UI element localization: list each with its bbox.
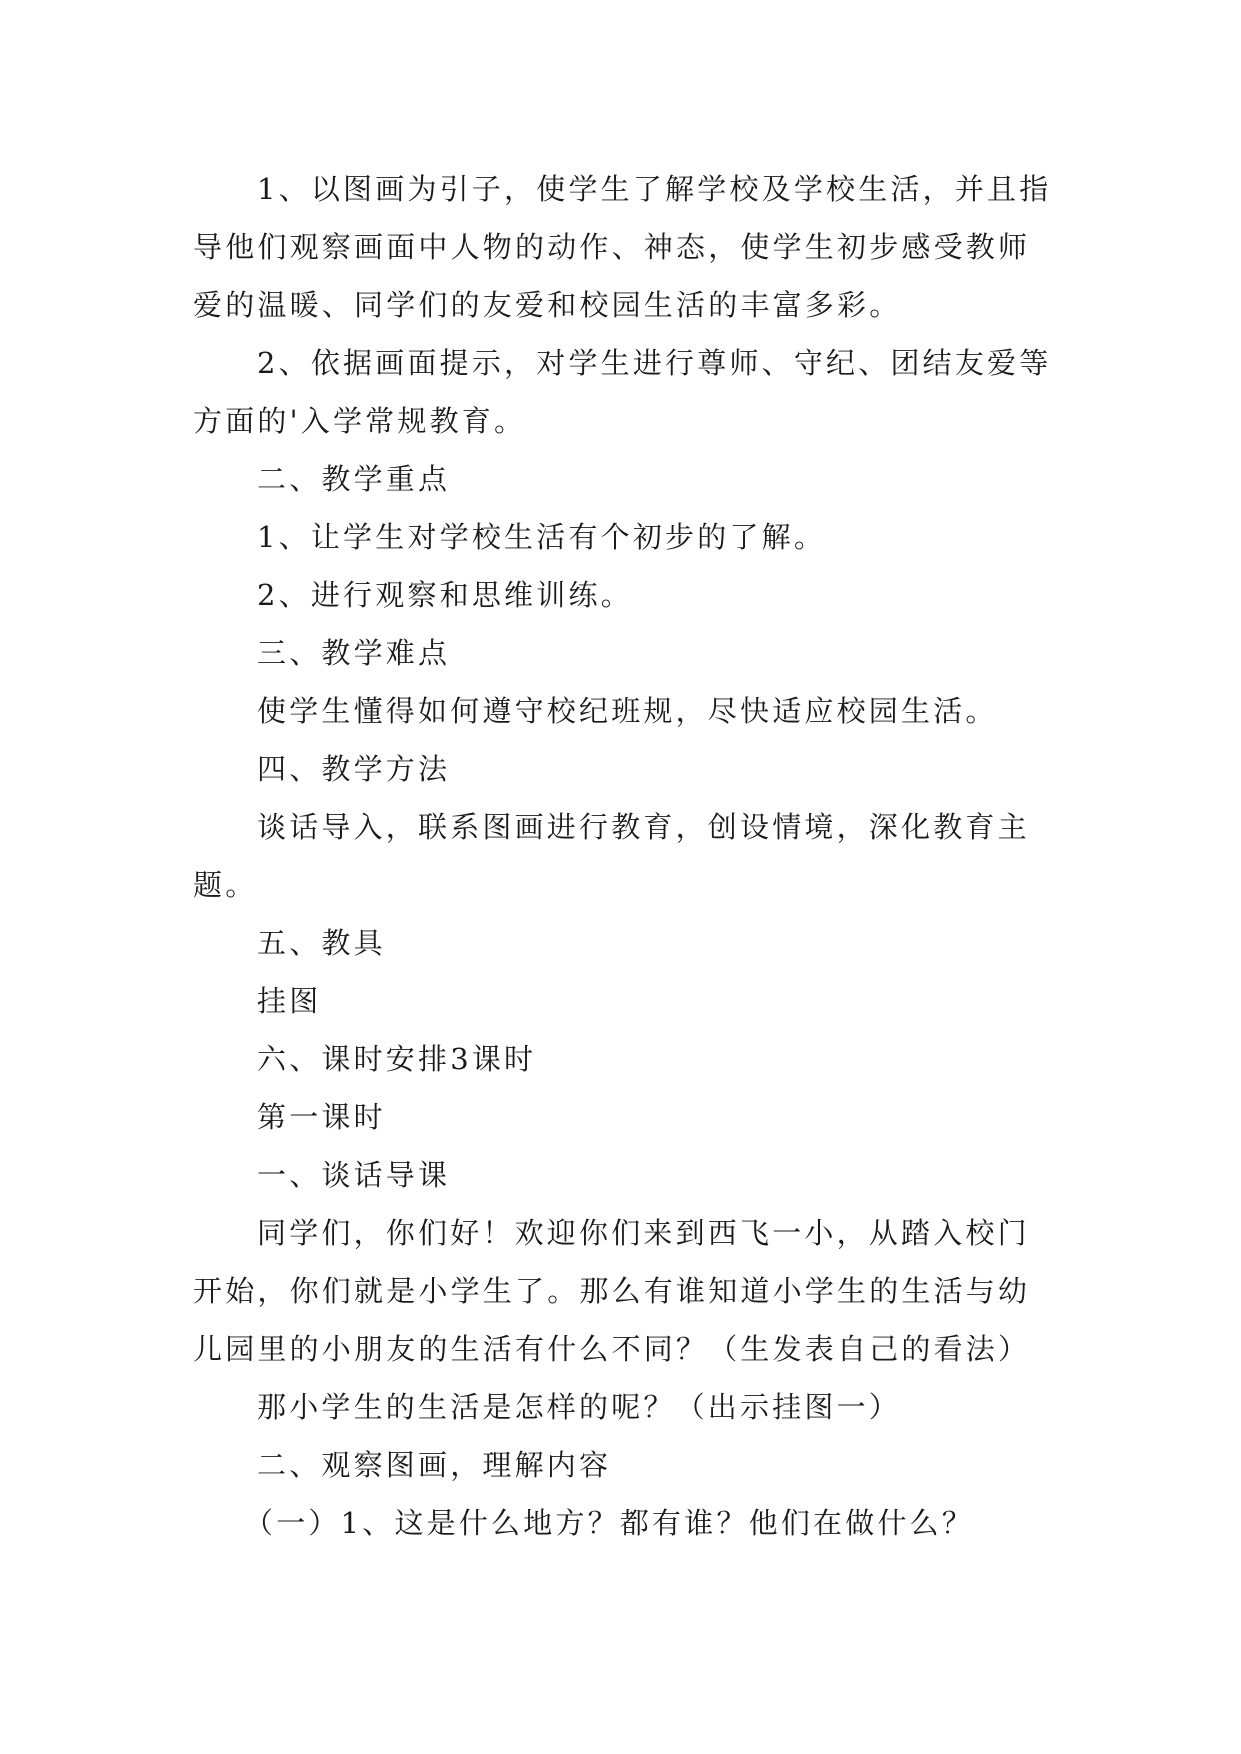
heading-teaching-difficulty: 三、教学难点 <box>257 636 451 670</box>
heading-schedule: 六、课时安排3课时 <box>257 1042 537 1076</box>
paragraph-focus-1: 1、让学生对学校生活有个初步的了解。 <box>257 520 827 554</box>
heading-first-lesson: 第一课时 <box>257 1100 386 1134</box>
document-body <box>193 160 1053 1552</box>
paragraph-objective-1: 1、以图画为引子，使学生了解学校及学校生活，并且指导他们观察画面中人物的动作、神态，使学生初步感受教师爱的温暖、同学们的友爱和校园生活的丰富多彩。 <box>193 172 1052 322</box>
paragraph-focus-2: 2、进行观察和思维训练。 <box>257 578 633 612</box>
paragraph-talk-intro: 同学们，你们好！欢迎你们来到西飞一小，从踏入校门开始，你们就是小学生了。那么有谁知道小学生的生活与幼儿园里的小朋友的生活有什么不同？（生发表自己的看法） <box>193 1216 1031 1366</box>
paragraph-difficulty: 使学生懂得如何遵守校纪班规，尽快适应校园生活。 <box>257 694 998 728</box>
heading-talk-intro: 一、谈话导课 <box>257 1158 451 1192</box>
heading-teaching-method: 四、教学方法 <box>257 752 451 786</box>
paragraph-question-1: （一）1、这是什么地方？都有谁？他们在做什么？ <box>244 1506 975 1540</box>
paragraph-aids: 挂图 <box>257 984 322 1018</box>
heading-observe-picture: 二、观察图画，理解内容 <box>257 1448 612 1482</box>
paragraph-method: 谈话导入，联系图画进行教育，创设情境，深化教育主题。 <box>193 810 1030 902</box>
heading-teaching-focus: 二、教学重点 <box>257 462 451 496</box>
paragraph-show-picture: 那小学生的生活是怎样的呢？（出示挂图一） <box>257 1390 902 1424</box>
paragraph-objective-2: 2、依据画面提示，对学生进行尊师、守纪、团结友爱等方面的'入学常规教育。 <box>193 346 1052 438</box>
heading-teaching-aids: 五、教具 <box>257 926 386 960</box>
